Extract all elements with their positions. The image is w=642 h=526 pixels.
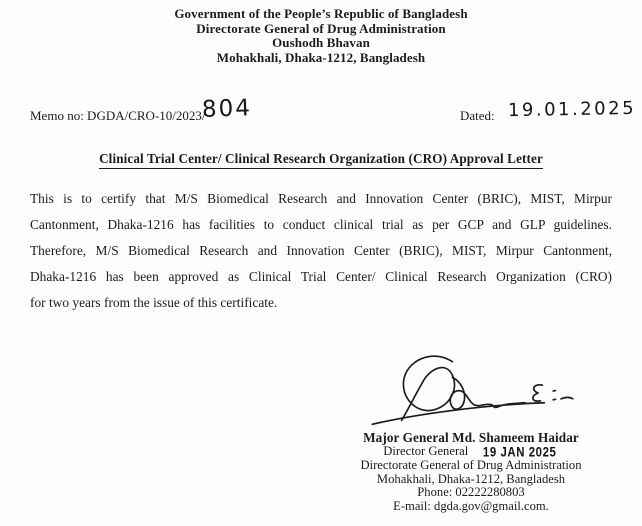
signatory-designation-row — [332, 445, 610, 460]
body-line: Dhaka-1216 has been approved as Clinical Trial Center/ Clinical Research Organization (CRO) — [30, 269, 612, 284]
signatory-email: E-mail: dgda.gov@gmail.com. — [393, 498, 549, 513]
letterhead-line-government: Government of the People’s Republic of Bangladesh — [174, 6, 468, 21]
signatory-address: Mohakhali, Dhaka-1212, Bangladesh — [376, 471, 566, 486]
letter-body — [30, 186, 612, 316]
memo-date-row — [30, 95, 637, 136]
letterhead-line-address: Mohakhali, Dhaka-1212, Bangladesh — [216, 49, 426, 65]
body-line: for two years from the issue of this certificate. — [30, 295, 278, 310]
letterhead-line-building: Oushodh Bhavan — [272, 35, 370, 51]
memo-number-handwritten: 804 — [201, 95, 253, 123]
signatory-organization: Directorate General of Drug Administration — [360, 458, 582, 473]
dated-handwritten: 19.01.2025 — [507, 97, 637, 122]
body-line: This is to certify that M/S Biomedical Research and Innovation Center (BRIC), MIST, Mirpur — [30, 191, 612, 206]
memo-number-label: Memo no: DGDA/CRO-10/2023/ — [30, 108, 206, 123]
signatory-phone: Phone: 02222280803 — [417, 485, 525, 500]
letterhead — [0, 7, 642, 65]
handwritten-signature — [368, 348, 578, 436]
signature-scribble-icon — [368, 348, 578, 436]
letter-title-row — [0, 150, 642, 169]
body-line: Therefore, M/S Biomedical Research and Innovation Center (BRIC), MIST, Mirpur Cantonment, — [30, 243, 612, 258]
body-line: Cantonment, Dhaka-1216 has facilities to conduct clinical trial as per GCP and GLP guidelines. — [30, 217, 612, 232]
signatory-block — [332, 431, 610, 514]
letter-title: Clinical Trial Center/ Clinical Research Organization (CRO) Approval Letter — [99, 151, 543, 169]
signatory-designation: Director General — [383, 443, 469, 458]
dated-label: Dated: — [460, 108, 495, 123]
signatory-name: Major General Md. Shameem Haidar — [363, 430, 579, 445]
letterhead-line-directorate: Directorate General of Drug Administration — [196, 20, 446, 36]
received-date-stamp: 19 JAN 2025 — [483, 443, 557, 460]
